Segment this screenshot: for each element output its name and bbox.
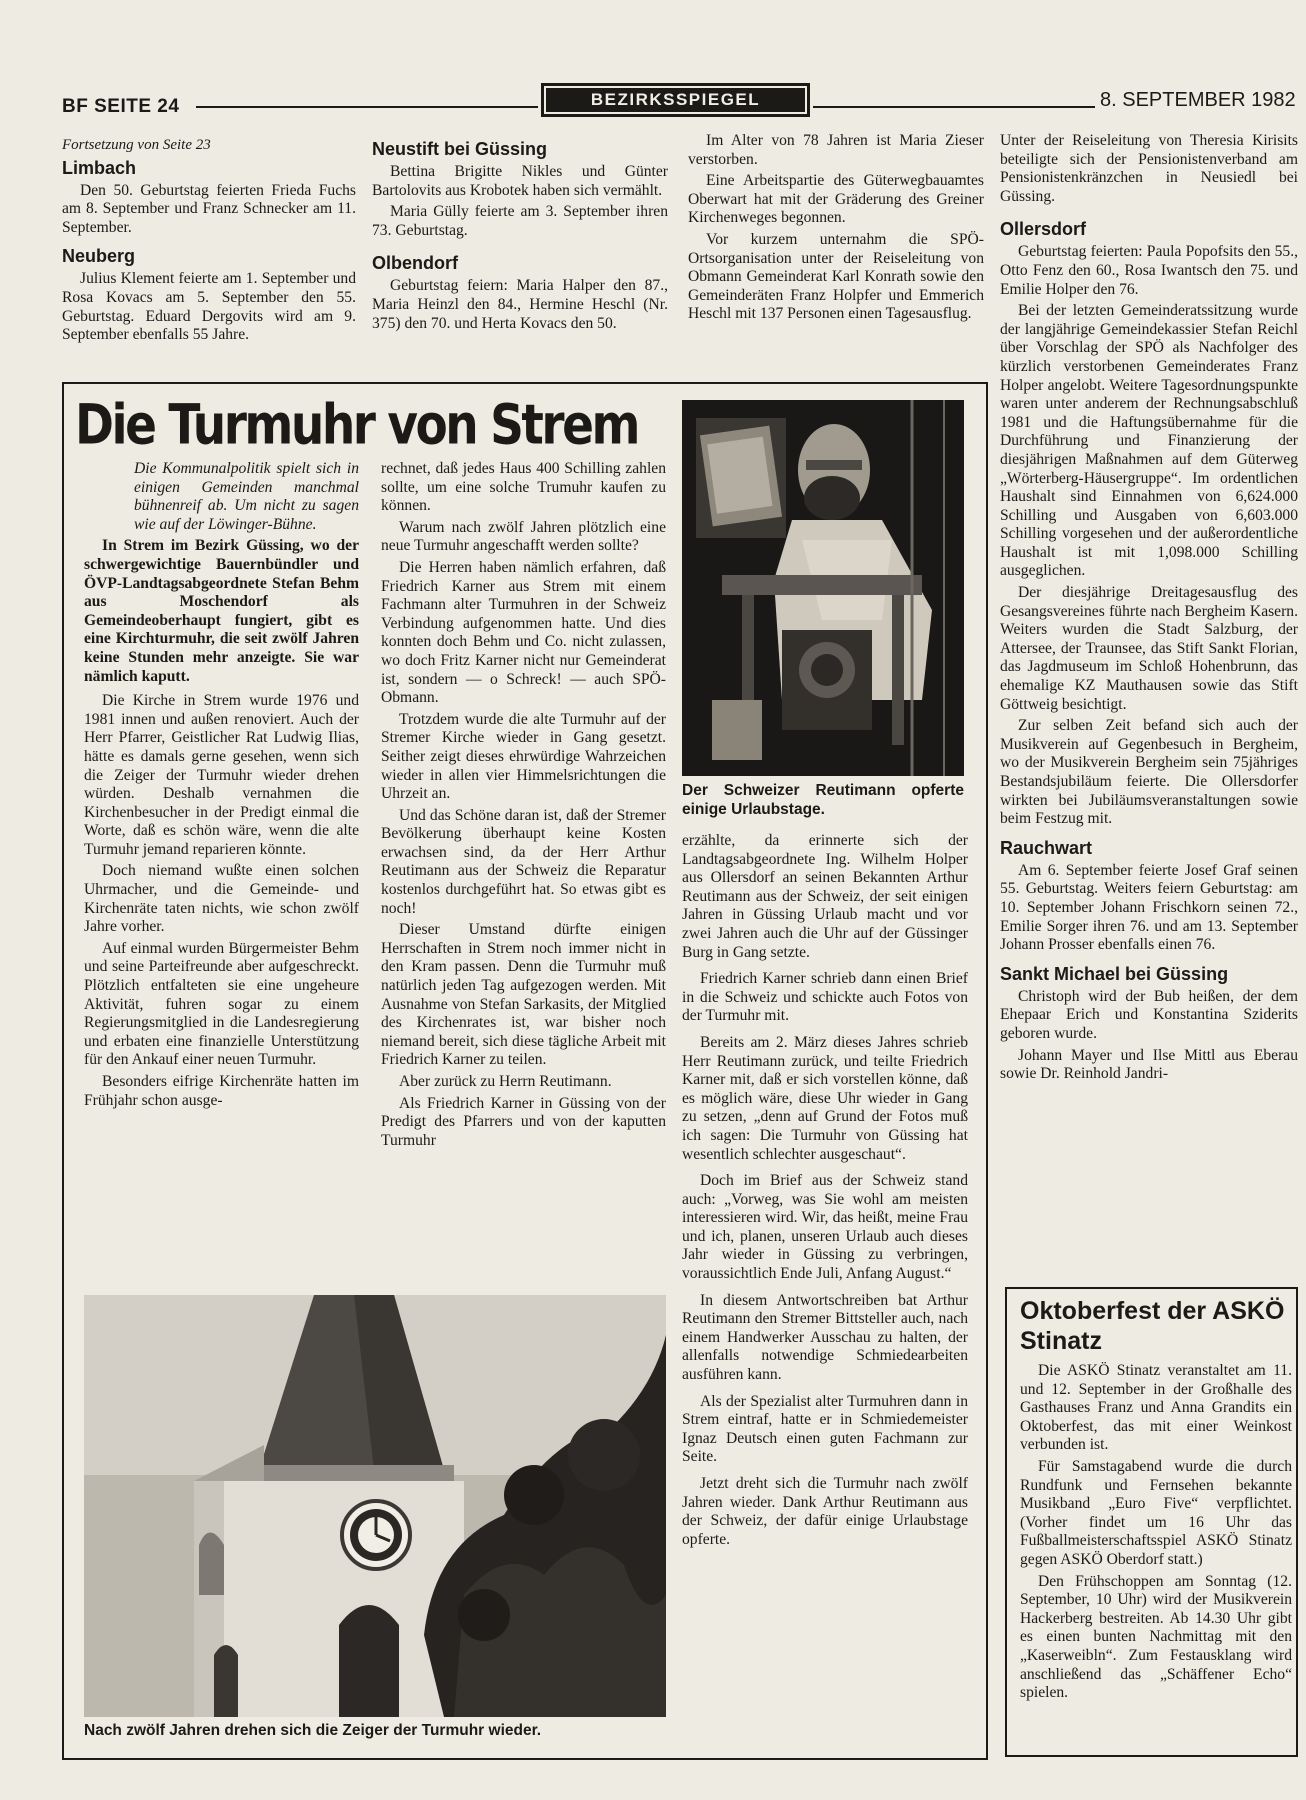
paragraph: Jetzt dreht sich die Turmuhr nach zwölf Jahren wieder. Dank Arthur Reutimann aus der Schweiz, der dafür einige Urlaubstage opferte. — [682, 1475, 968, 1548]
heading-sankt-michael: Sankt Michael bei Güssing — [1000, 963, 1229, 984]
paragraph: Als Friedrich Karner in Güssing von der Predigt des Pfarrers und von der kaputten Turmuhr — [381, 1094, 666, 1149]
section-sankt-michael — [1000, 963, 1298, 1084]
paragraph: Unter der Reiseleitung von Theresia Kirisits beteiligte sich der Pensionistenverband am Pensionistenkränzchen in Neusiedl bei Güssing. — [1000, 132, 1298, 205]
paragraph: Doch im Brief aus der Schweiz stand auch: „Vorweg, was Sie wohl am meisten interessieren wird. Wir, das heißt, meine Frau und ich, planen, unseren Urlaub auch dieses Jahr wieder in Güssing zu verbringen, voraussichtlich Ende Juli, Anfang August.“ — [682, 1172, 968, 1283]
article-intro: Die Kommunalpolitik spielt sich in einigen Gemeinden manchmal bühnenreif ab. Um nicht zu sagen wie auf der Löwinger-Bühne. — [134, 460, 359, 533]
paragraph: erzählte, da erinnerte sich der Landtagsabgeordnete Ing. Wilhelm Holper aus Ollersdorf an seinen Bekannten Arthur Reutimann aus der Schweiz, der seit einigen Jahren in Güssing Urlaub macht und vor zwei Jahren auch die Uhr auf der Güssinger Burg in Gang setzte. — [682, 832, 968, 961]
paragraph: Geburtstag feierten: Paula Popofsits den 55., Otto Fenz den 60., Rosa Iwantsch den 75. und Emilie Holper den 76. — [1000, 243, 1298, 298]
issue-date: 8. SEPTEMBER 1982 — [1100, 89, 1296, 111]
column-4 — [1000, 132, 1298, 1280]
heading-neustift: Neustift bei Güssing — [372, 139, 548, 159]
article-headline: Die Turmuhr von Strem — [75, 393, 638, 458]
section-neustift — [372, 138, 668, 240]
column-3 — [688, 132, 984, 372]
paragraph: Der diesjährige Dreitagesausflug des Gesangsvereines führte nach Bergheim Kasern. Weiters wurden die Stadt Salzburg, der Attersee, der Traunsee, das Stift Sankt Florian, das Jagdmuseum im Schloß Hohenbrunn, das ehemalige KZ Mauthausen sowie das Stift Göttweig besichtigt. — [1000, 584, 1298, 713]
paragraph: Am 6. September feierte Josef Graf seinen 55. Geburtstag. Weiters feiern Geburtstag: am 10. September Johann Frischkorn seinen 72., Emilie Sorger ihren 76. und am 13. September Johann Prosser ebenfalls einen 76. — [1000, 861, 1298, 954]
paragraph: Den Frühschoppen am Sonntag (12. September, 10 Uhr) wird der Musikverein Hackerberg bestreiten. Ab 14.30 Uhr gibt es einen bunten Nachmittag mit den „Kaserweibln“. Zum Festausklang wird anschließend das „Schäffener Echo“ spielen. — [1020, 1572, 1292, 1702]
paragraph: Auf einmal wurden Bürgermeister Behm und seine Parteifreunde aber aufgeschreckt. Plötzlich entfalteten sie eine ungeheure Aktivität, fuhren sogar zu einem Regierungsmitglied in die Landesregierung und erbaten eine finanzielle Unterstützung für den Ankauf einer neuen Turmuhr. — [84, 939, 359, 1069]
photo-reutimann — [682, 400, 964, 776]
paragraph: Johann Mayer und Ilse Mittl aus Eberau sowie Dr. Reinhold Jandri- — [1000, 1046, 1298, 1083]
paragraph: Bei der letzten Gemeinderatssitzung wurde der langjährige Gemeindekassier Stefan Reichl über Vorschlag der SPÖ als Nachfolger des kürzlich verstorbenen Gemeinderates Franz Holper angelobt. Weitere Tagesordnungspunkte waren unter anderem der Rechnungsabschluß 1981 und die Haftungsübernahme für die Durchführung und Finanzierung der diesjährigen Maßnahmen auf dem Güterweg „Wörterberg-Häusergruppe“. Im ordentlichen Haushalt sind Einnahmen von 6,624.000 Schilling und Ausgaben von 6,603.000 Schilling vorgesehen und der außerordentliche Haushalt ist mit 1,098.000 Schilling ausgeglichen. — [1000, 302, 1298, 580]
page-number: BF SEITE 24 — [62, 96, 180, 117]
paragraph: Bettina Brigitte Nikles und Günter Bartolovits aus Krobotek haben sich vermählt. — [372, 163, 668, 199]
paragraph: Die Herren haben nämlich erfahren, daß Friedrich Karner aus Strem mit einem Fachmann alter Turmuhren in der Schweiz Verbindung aufgenommen hatte. Und dies konnten doch Behm und Co. nicht zulassen, wo doch Fritz Karner nicht nur Gemeinderat ist, sondern — o Schreck! — auch SPÖ-Obmann. — [381, 558, 666, 707]
heading-olbendorf: Olbendorf — [372, 253, 458, 274]
paragraph: Die Kirche in Strem wurde 1976 und 1981 innen und außen renoviert. Auch der Herr Pfarrer, Geistlicher Rat Ludwig Ilias, hätte es damals gerne gesehen, wenn sich die Zeiger der Turmuhr wieder drehen würden. Deshalb vernahmen die Kirchenbesucher in der Predigt einmal die Worte, daß es schön wäre, wenn die alte Turmuhr jemand reparieren könnte. — [84, 692, 359, 858]
paragraph: Im Alter von 78 Jahren ist Maria Zieser verstorben. — [688, 132, 984, 168]
paragraph: Als der Spezialist alter Turmuhren dann in Strem eintraf, hatte er in Schmiedemeister Ignaz Deutsch einen guten Fachmann zur Seite. — [682, 1392, 968, 1466]
photo-church-tower-image — [84, 1295, 666, 1717]
section-olbendorf — [372, 252, 668, 333]
paragraph: Trotzdem wurde die alte Turmuhr auf der Stremer Kirche wieder in Gang gesetzt. Seither zeigt dieses ehrwürdige Wahrzeichen wieder in allen vier Himmelsrichtungen die Uhrzeit an. — [381, 710, 666, 803]
feature-column-b — [381, 460, 666, 1280]
section-neuberg — [62, 245, 356, 344]
section-limbach — [62, 157, 356, 238]
heading-neuberg: Neuberg — [62, 246, 136, 267]
paragraph: Und das Schöne daran ist, daß der Stremer Bevölkerung überhaupt keine Kosten erwachsen sind, da der Herr Arthur Reutimann aus der Schweiz die Reparatur kostenlos durchgeführt hat. So etwas gibt es noch! — [381, 806, 666, 917]
paragraph: Doch niemand wußte einen solchen Uhrmacher, und die Gemeinde- und Kirchenräte taten nichts, wie schon zwölf Jahre vorher. — [84, 862, 359, 936]
paragraph: Für Samstagabend wurde die durch Rundfunk und Fernsehen bekannte Musikband „Euro Five“ verpflichtet. (Vorher findet um 16 Uhr das Fußballmeisterschaftsspiel ASKÖ Stinatz gegen ASKÖ Oberdorf statt.) — [1020, 1457, 1292, 1568]
paragraph: Julius Klement feierte am 1. September und Rosa Kovacs am 5. September den 55. Geburtstag. Eduard Dergovits wird am 9. September ebenfalls 55 Jahre. — [62, 270, 356, 344]
section-banner — [541, 83, 810, 117]
paragraph: Die ASKÖ Stinatz veranstaltet am 11. und 12. September in der Großhalle des Gasthauses Franz und Anna Grandits ein Oktoberfest, das mit einer Weinkost verbunden ist. — [1020, 1362, 1292, 1454]
heading-rauchwart: Rauchwart — [1000, 837, 1093, 858]
feature-column-c — [682, 832, 968, 1747]
oktoberfest-text — [1020, 1362, 1292, 1752]
oktoberfest-headline: Oktoberfest der ASKÖ Stinatz — [1020, 1297, 1285, 1355]
heading-limbach: Limbach — [62, 157, 137, 178]
photo-caption-church: Nach zwölf Jahren drehen sich die Zeiger der Turmuhr wieder. — [84, 1722, 542, 1739]
feature-column-a — [84, 460, 359, 1280]
heading-ollersdorf: Ollersdorf — [1000, 219, 1087, 240]
article-lead: In Strem im Bezirk Güssing, wo der schwergewichtige Bauernbündler und ÖVP-Landtagsabgeordnete Stefan Behm aus Moschendorf als Gemeindeoberhaupt fungiert, gibt es eine Kirchturmuhr, die seit zwölf Jahren keine Stunden mehr anzeigte. Sie war nämlich kaputt. — [84, 537, 359, 685]
section-title: BEZIRKSSPIEGEL — [546, 88, 805, 112]
paragraph: Dieser Umstand dürfte einigen Herrschaften in Strem noch immer nicht in den Kram passen. Denn die Turmuhr muß natürlich jeden Tag aufgezogen werden. Mit Ausnahme von Stefan Sarkasits, der Mitglied des Kirchenrates ist, war bisher noch niemand bereit, sich diese tägliche Arbeit mit Friedrich Karner zu teilen. — [381, 921, 666, 1069]
paragraph: Friedrich Karner schrieb dann einen Brief in die Schweiz und schickte auch Fotos von der Turmuhr mit. — [682, 970, 968, 1025]
photo-caption-reutimann: Der Schweizer Reutimann opferte einige Urlaubstage. — [682, 782, 964, 818]
column-2 — [372, 136, 668, 376]
photo-church-tower — [84, 1295, 666, 1717]
paragraph: Bereits am 2. März dieses Jahres schrieb Herr Reutimann zurück, und teilte Friedrich Karner mit, daß er sich vorstellen könne, daß es möglich wäre, diese Uhr wieder in Gang zu setzen, „denn auf Grund der Fotos muß ich sagen: Die Turmuhr von Güssing hat wesentlich schlechter ausgeschaut“. — [682, 1033, 968, 1163]
section-rauchwart — [1000, 837, 1298, 955]
section-ollersdorf — [1000, 218, 1298, 828]
paragraph: Geburtstag feiern: Maria Halper den 87., Maria Heinzl den 84., Hermine Heschl (Nr. 375) den 70. und Herta Kovacs den 50. — [372, 277, 668, 332]
paragraph: Maria Gülly feierte am 3. September ihren 73. Geburtstag. — [372, 203, 668, 239]
paragraph: Warum nach zwölf Jahren plötzlich eine neue Turmuhr angeschafft werden sollte? — [381, 518, 666, 555]
paragraph: rechnet, daß jedes Haus 400 Schilling zahlen sollte, um eine solche Trumuhr kaufen zu können. — [381, 460, 666, 515]
header-rule-right — [813, 106, 1095, 108]
column-1 — [62, 136, 356, 376]
paragraph: Christoph wird der Bub heißen, der dem Ehepaar Erich und Konstantina Sziderits geboren wurde. — [1000, 987, 1298, 1042]
paragraph: In diesem Antwortschreiben bat Arthur Reutimann den Stremer Bittsteller auch, nach einem Handwerker Ausschau zu halten, der allenfalls notwendige Schmiedearbeiten ausführen kann. — [682, 1291, 968, 1384]
paragraph: Den 50. Geburtstag feierten Frieda Fuchs am 8. September und Franz Schnecker am 11. September. — [62, 181, 356, 236]
header-rule-left — [196, 106, 538, 108]
paragraph: Eine Arbeitspartie des Güterwegbauamtes Oberwart hat mit der Gräderung des Greiner Kirchenweges begonnen. — [688, 172, 984, 227]
paragraph: Aber zurück zu Herrn Reutimann. — [399, 1073, 612, 1090]
paragraph: Vor kurzem unternahm die SPÖ-Ortsorganisation unter der Reiseleitung von Obmann Gemeinderat Karl Konrath sowie den Gemeinderäten Franz Holpfer und Emmerich Heschl mit 137 Personen einen Tagesausflug. — [688, 230, 984, 323]
paragraph: Besonders eifrige Kirchenräte hatten im Frühjahr schon ausge- — [84, 1073, 359, 1109]
paragraph: Zur selben Zeit befand sich auch der Musikverein auf Gegenbesuch in Bergheim, wo der Musikverein Bergheim sein 75jähriges Bestandsjubiläum feierte. Die Ollersdorfer wirkten bei Jubiläumsveranstaltungen sowie beim Festzug mit. — [1000, 717, 1298, 828]
photo-reutimann-image — [682, 400, 964, 776]
continuation-note: Fortsetzung von Seite 23 — [62, 137, 211, 153]
